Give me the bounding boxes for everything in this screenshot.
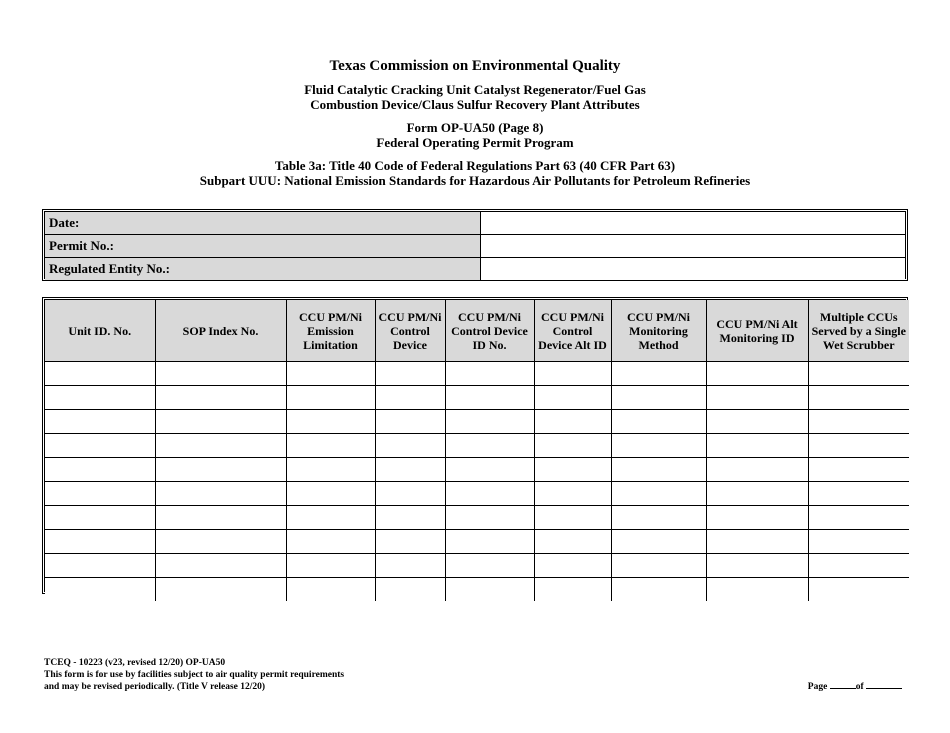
- table-cell[interactable]: [808, 362, 909, 386]
- date-label: Date:: [45, 212, 481, 235]
- table-cell[interactable]: [445, 578, 534, 602]
- table-cell[interactable]: [706, 530, 808, 554]
- table-row: [45, 530, 909, 554]
- table-cell[interactable]: [45, 434, 155, 458]
- table-cell[interactable]: [706, 410, 808, 434]
- table-cell[interactable]: [286, 482, 375, 506]
- table-cell[interactable]: [155, 434, 286, 458]
- column-header: CCU PM/Ni Control Device ID No.: [445, 300, 534, 362]
- table-cell[interactable]: [375, 410, 445, 434]
- table-cell[interactable]: [286, 506, 375, 530]
- table-row: [45, 578, 909, 602]
- table-cell[interactable]: [375, 578, 445, 602]
- table-row: [45, 410, 909, 434]
- table-cell[interactable]: [534, 434, 611, 458]
- table-cell[interactable]: [808, 386, 909, 410]
- footer-form-id: TCEQ - 10223 (v23, revised 12/20) OP-UA50: [44, 658, 226, 668]
- table-cell[interactable]: [155, 506, 286, 530]
- table-cell[interactable]: [375, 458, 445, 482]
- footer-notice-line-2: and may be revised periodically. (Title V release 12/20): [44, 682, 266, 692]
- table-cell[interactable]: [534, 410, 611, 434]
- table-cell[interactable]: [45, 458, 155, 482]
- table-cell[interactable]: [534, 530, 611, 554]
- table-cell[interactable]: [445, 362, 534, 386]
- table-cell[interactable]: [706, 362, 808, 386]
- attributes-table: [45, 300, 909, 601]
- table-cell[interactable]: [706, 506, 808, 530]
- table-cell[interactable]: [286, 578, 375, 602]
- table-cell[interactable]: [375, 506, 445, 530]
- form-title-line-1: Fluid Catalytic Cracking Unit Catalyst Regenerator/Fuel Gas: [304, 82, 646, 97]
- table-cell[interactable]: [534, 458, 611, 482]
- table-cell[interactable]: [808, 482, 909, 506]
- table-cell[interactable]: [534, 578, 611, 602]
- table-cell[interactable]: [706, 482, 808, 506]
- table-cell[interactable]: [611, 362, 706, 386]
- table-cell[interactable]: [155, 554, 286, 578]
- table-cell[interactable]: [45, 482, 155, 506]
- table-cell[interactable]: [155, 530, 286, 554]
- column-header: Multiple CCUs Served by a Single Wet Scrubber: [808, 300, 909, 362]
- table-cell[interactable]: [808, 506, 909, 530]
- regulated-entity-field[interactable]: [481, 258, 906, 281]
- table-cell[interactable]: [534, 554, 611, 578]
- program-name: Federal Operating Permit Program: [376, 135, 574, 150]
- table-cell[interactable]: [611, 482, 706, 506]
- table-cell[interactable]: [706, 434, 808, 458]
- table-cell[interactable]: [611, 386, 706, 410]
- table-cell[interactable]: [534, 506, 611, 530]
- table-row: [45, 482, 909, 506]
- form-title-line-2: Combustion Device/Claus Sulfur Recovery Plant Attributes: [310, 97, 640, 112]
- table-cell[interactable]: [286, 458, 375, 482]
- regulated-entity-label: Regulated Entity No.:: [45, 258, 481, 281]
- table-cell[interactable]: [808, 530, 909, 554]
- form-footer: [44, 657, 344, 693]
- table-cell[interactable]: [706, 578, 808, 602]
- table-cell[interactable]: [45, 410, 155, 434]
- table-cell[interactable]: [286, 434, 375, 458]
- table-cell[interactable]: [155, 458, 286, 482]
- table-cell[interactable]: [808, 458, 909, 482]
- identification-box: [42, 209, 908, 281]
- table-cell[interactable]: [611, 506, 706, 530]
- column-header: CCU PM/Ni Monitoring Method: [611, 300, 706, 362]
- permit-number-field[interactable]: [481, 235, 906, 258]
- table-cell[interactable]: [375, 554, 445, 578]
- table-cell[interactable]: [808, 554, 909, 578]
- table-cell[interactable]: [445, 434, 534, 458]
- table-cell[interactable]: [445, 458, 534, 482]
- table-cell[interactable]: [706, 458, 808, 482]
- table-cell[interactable]: [45, 386, 155, 410]
- page-number: [808, 679, 902, 692]
- table-cell[interactable]: [611, 458, 706, 482]
- table-cell[interactable]: [45, 578, 155, 602]
- of-label: of: [855, 682, 864, 692]
- table-cell[interactable]: [286, 554, 375, 578]
- table-row: [45, 362, 909, 386]
- table-cell[interactable]: [445, 482, 534, 506]
- table-cell[interactable]: [445, 506, 534, 530]
- table-row: [45, 386, 909, 410]
- table-cell[interactable]: [375, 434, 445, 458]
- table-cell[interactable]: [375, 386, 445, 410]
- table-cell[interactable]: [155, 578, 286, 602]
- permit-number-label: Permit No.:: [45, 235, 481, 258]
- table-cell[interactable]: [534, 362, 611, 386]
- table-body: [45, 362, 909, 602]
- table-cell[interactable]: [611, 434, 706, 458]
- table-cell[interactable]: [375, 530, 445, 554]
- table-cell[interactable]: [155, 482, 286, 506]
- table-cell[interactable]: [808, 410, 909, 434]
- table-cell[interactable]: [808, 578, 909, 602]
- column-header: CCU PM/Ni Control Device Alt ID: [534, 300, 611, 362]
- page-number-field[interactable]: [830, 679, 856, 689]
- attributes-table-box: [42, 297, 908, 594]
- table-cell[interactable]: [375, 362, 445, 386]
- table-cell[interactable]: [611, 554, 706, 578]
- table-cell[interactable]: [534, 482, 611, 506]
- table-row: [45, 434, 909, 458]
- table-row: [45, 458, 909, 482]
- table-cell[interactable]: [45, 554, 155, 578]
- table-cell[interactable]: [445, 410, 534, 434]
- form-number: Form OP-UA50 (Page 8): [406, 120, 544, 135]
- table-cell[interactable]: [286, 386, 375, 410]
- column-header: SOP Index No.: [155, 300, 286, 362]
- table-cell[interactable]: [155, 386, 286, 410]
- page-label: Page: [807, 682, 828, 692]
- table-cell[interactable]: [445, 530, 534, 554]
- table-cell[interactable]: [45, 530, 155, 554]
- table-row: [45, 554, 909, 578]
- footer-notice-line-1: This form is for use by facilities subject to air quality permit requirements: [44, 670, 345, 680]
- table-cell[interactable]: [706, 554, 808, 578]
- table-cell[interactable]: [611, 578, 706, 602]
- table-cell[interactable]: [534, 386, 611, 410]
- table-cell[interactable]: [45, 506, 155, 530]
- table-row: [45, 506, 909, 530]
- column-header: CCU PM/Ni Control Device: [375, 300, 445, 362]
- table-cell[interactable]: [375, 482, 445, 506]
- agency-name: Texas Commission on Environmental Quality: [329, 58, 621, 74]
- date-field[interactable]: [481, 212, 906, 235]
- table-cell[interactable]: [445, 386, 534, 410]
- table-cell[interactable]: [286, 410, 375, 434]
- subpart-title: Subpart UUU: National Emission Standards for Hazardous Air Pollutants for Petroleum Refineries: [199, 173, 751, 188]
- table-cell[interactable]: [155, 410, 286, 434]
- table-cell[interactable]: [808, 434, 909, 458]
- table-title: Table 3a: Title 40 Code of Federal Regulations Part 63 (40 CFR Part 63): [274, 158, 676, 173]
- table-header-row: [45, 300, 909, 362]
- column-header: CCU PM/Ni Alt Monitoring ID: [706, 300, 808, 362]
- page-total-field[interactable]: [866, 679, 902, 689]
- column-header: CCU PM/Ni Emission Limitation: [286, 300, 375, 362]
- column-header: Unit ID. No.: [45, 300, 155, 362]
- table-cell[interactable]: [45, 362, 155, 386]
- table-cell[interactable]: [445, 554, 534, 578]
- table-cell[interactable]: [286, 362, 375, 386]
- table-cell[interactable]: [611, 530, 706, 554]
- table-cell[interactable]: [706, 386, 808, 410]
- table-cell[interactable]: [611, 410, 706, 434]
- table-cell[interactable]: [286, 530, 375, 554]
- table-cell[interactable]: [155, 362, 286, 386]
